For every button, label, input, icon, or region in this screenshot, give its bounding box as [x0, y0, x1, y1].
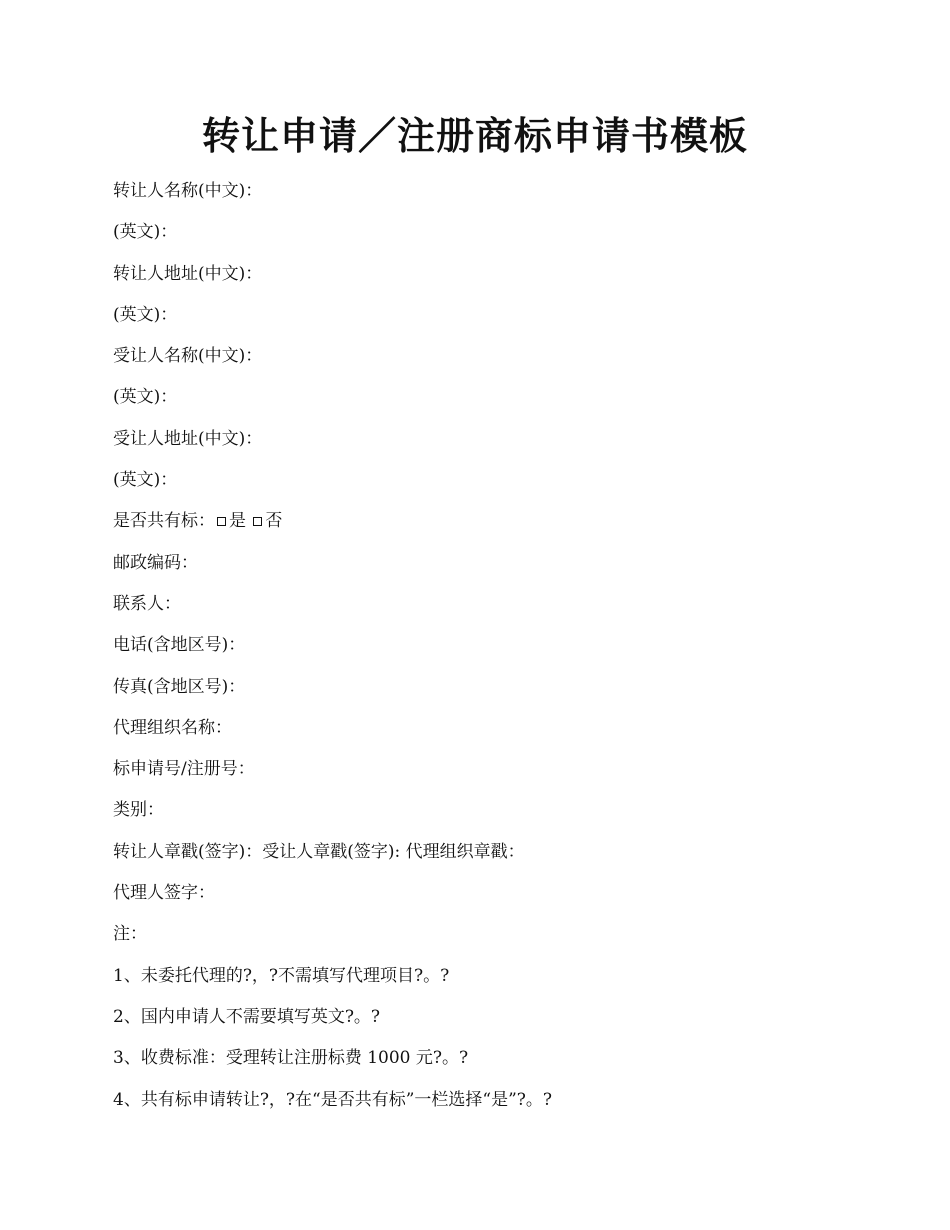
assignor-address-en-field: (英文)：: [113, 304, 178, 325]
contact-person-field: 联系人：: [113, 593, 181, 614]
assignor-address-cn-field: 转让人地址(中文)：: [113, 263, 263, 284]
note-item: 3、收费标准：受理转让注册标费 1000 元?。?: [113, 1048, 469, 1069]
co-owned-field: [113, 508, 873, 549]
assignee-name-en-field: (英文)：: [113, 387, 178, 408]
agency-name-field: 代理组织名称：: [113, 717, 232, 738]
assignee-address-en-field: (英文)：: [113, 470, 178, 491]
note-item: 1、未委托代理的?，?不需填写代理项目?。?: [113, 965, 450, 986]
assignor-name-cn-field: 转让人名称(中文)：: [113, 181, 263, 201]
co-owned-yes-checkbox[interactable]: [217, 517, 226, 526]
page-title: 转让申请／注册商标申请书模板: [201, 113, 748, 158]
document-body: [113, 178, 873, 1128]
assignor-name-en-field: (英文)：: [113, 222, 178, 243]
note-item: 2、国内申请人不需要填写英文?。?: [113, 1006, 381, 1027]
class-field: 类别：: [113, 800, 164, 821]
application-number-field: 标申请号/注册号：: [113, 759, 255, 780]
assignee-name-cn-field: 受让人名称(中文)：: [113, 346, 263, 367]
agent-signature-field: 代理人签字：: [113, 883, 215, 904]
notes-heading: 注：: [113, 924, 147, 945]
note-item: 4、共有标申请转让?，?在“是否共有标”一栏选择“是”?。?: [113, 1089, 553, 1110]
phone-field: 电话(含地区号)：: [113, 635, 246, 656]
co-owned-label: 是否共有标：: [113, 511, 215, 532]
assignee-address-cn-field: 受让人地址(中文)：: [113, 428, 263, 449]
postal-code-field: 邮政编码：: [113, 552, 198, 573]
seals-field: 转让人章戳(签字)：受让人章戳(签字): 代理组织章戳：: [113, 841, 525, 862]
fax-field: 传真(含地区号)：: [113, 676, 246, 697]
co-owned-no-label: 否: [265, 511, 283, 532]
co-owned-no-checkbox[interactable]: [253, 517, 262, 526]
co-owned-yes-label: 是: [229, 511, 246, 532]
